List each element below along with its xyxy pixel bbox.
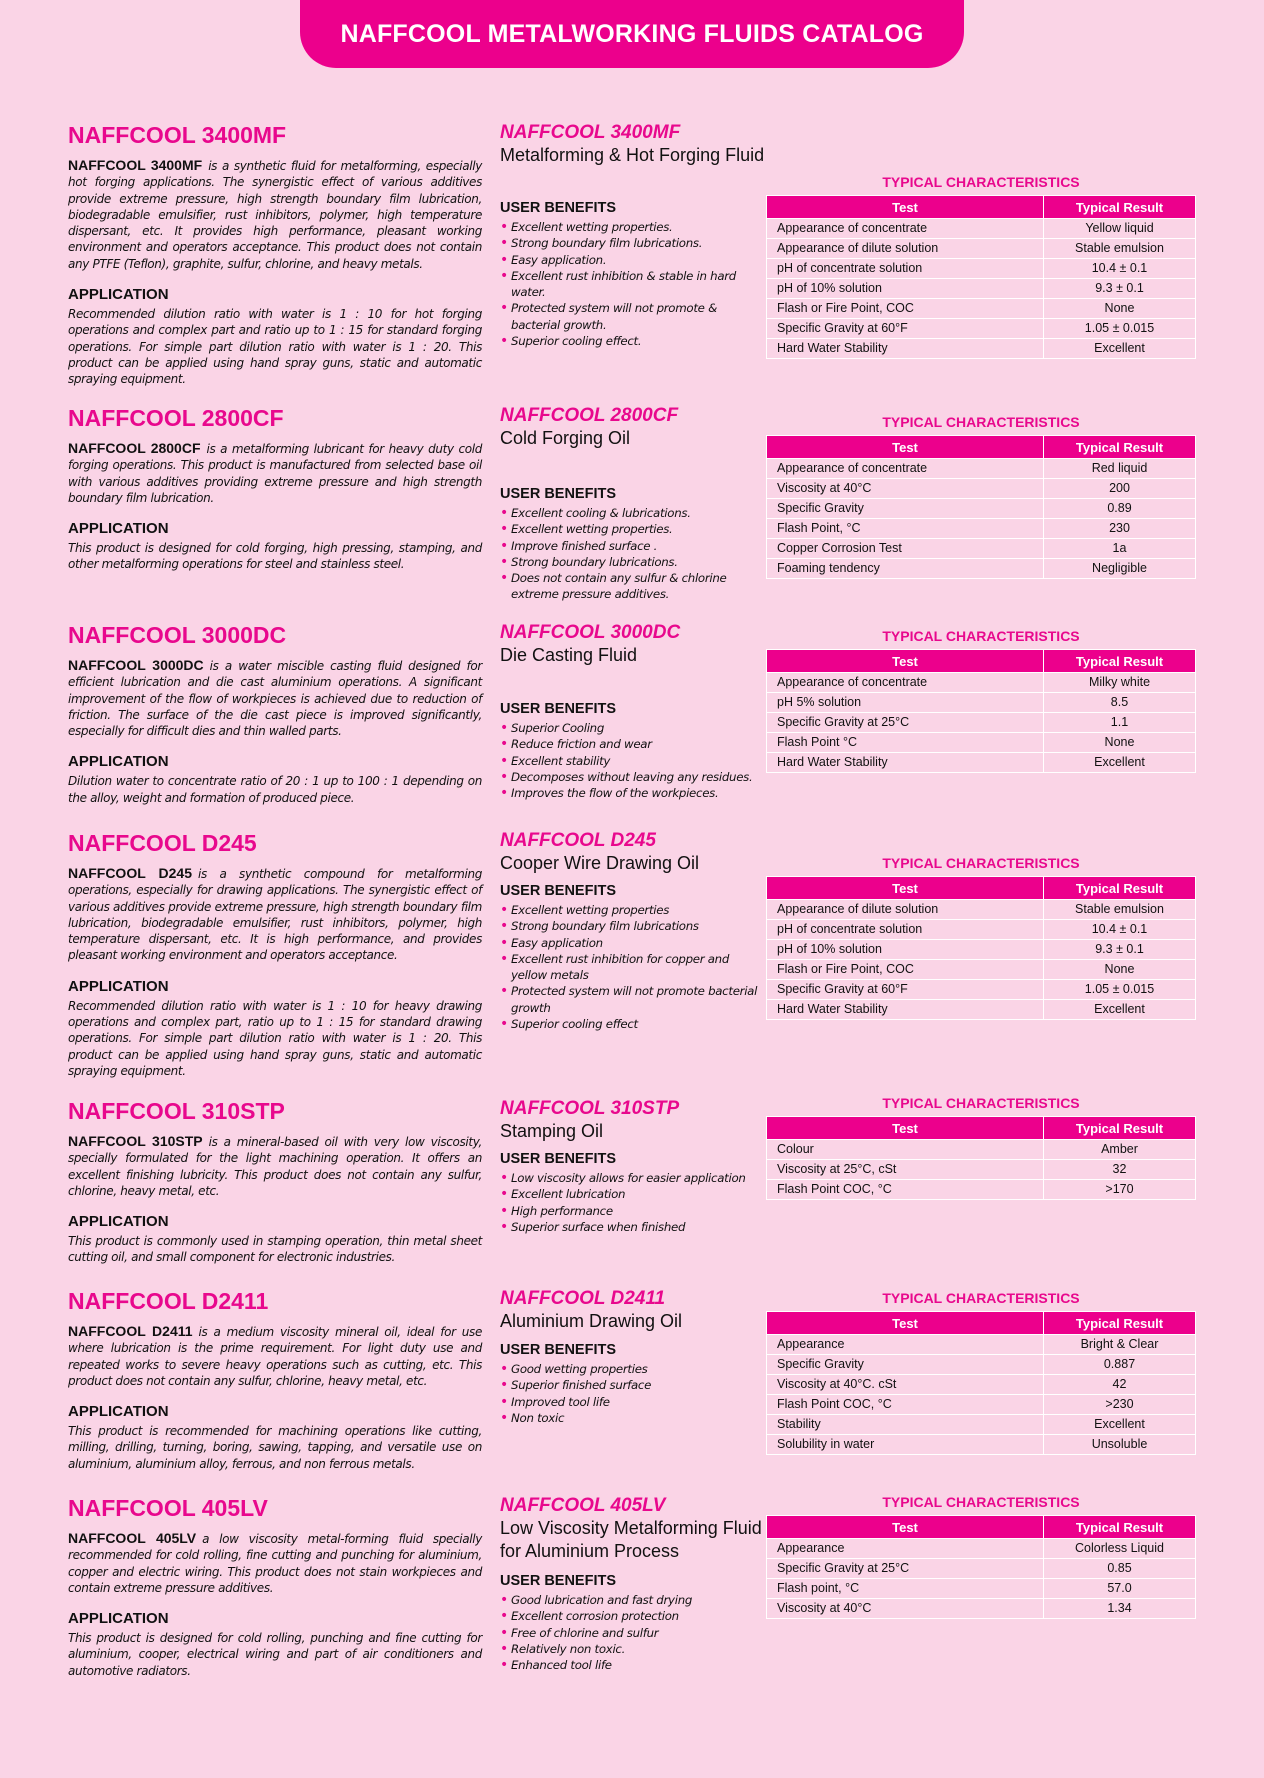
- characteristic-row: [767, 1180, 1196, 1200]
- application-text: Dilution water to concentrate ratio of 20 : 1 up to 100 : 1 depending on the alloy, weight and formation of produced piece.: [68, 774, 482, 805]
- characteristic-row: [767, 459, 1196, 479]
- user-benefits-heading: USER BENEFITS: [500, 1151, 617, 1167]
- test-cell: pH of concentrate solution: [767, 920, 1044, 940]
- benefit-item: • Strong boundary lubrications.: [500, 554, 766, 570]
- characteristic-row: [767, 920, 1196, 940]
- characteristic-row: [767, 980, 1196, 1000]
- description-lead: NAFFCOOL D2411: [68, 1323, 193, 1339]
- benefit-item: • Enhanced tool life: [500, 1657, 766, 1673]
- benefit-item: • Strong boundary film lubrications: [500, 918, 766, 934]
- test-cell: Hard Water Stability: [767, 339, 1044, 359]
- application-text: This product is designed for cold forging, high pressing, stamping, and other metalforming operations for steel and stainless steel.: [68, 541, 482, 572]
- benefit-item: • High performance: [500, 1203, 766, 1219]
- product-title: NAFFCOOL 310STP: [68, 1098, 285, 1124]
- test-cell: Specific Gravity at 25°C: [767, 1559, 1044, 1579]
- product-name-italic: NAFFCOOL 310STP: [500, 1098, 680, 1119]
- typical-characteristics: [766, 173, 1196, 359]
- test-cell: Foaming tendency: [767, 559, 1044, 579]
- characteristic-row: [767, 753, 1196, 773]
- result-cell: 42: [1044, 1375, 1196, 1395]
- test-cell: Copper Corrosion Test: [767, 539, 1044, 559]
- application-heading: APPLICATION: [68, 286, 169, 304]
- result-cell: 1.34: [1044, 1599, 1196, 1619]
- description-lead: NAFFCOOL 2800CF: [68, 440, 201, 456]
- table-header-row: [767, 1117, 1196, 1140]
- description-text: [68, 440, 482, 506]
- application-heading: APPLICATION: [68, 977, 169, 995]
- benefit-item: • Excellent stability: [500, 753, 766, 769]
- characteristic-row: [767, 239, 1196, 259]
- characteristic-row: [767, 219, 1196, 239]
- description-body: is a synthetic compound for metalforming operations, especially for drawing applications. The synergistic effect of various additives provide extreme pressure, high strength boundary film lubrication, biodegradable emulsifier, rust inhibitors, polymer, high temperature dispersant, etc. It is high performance, and provides pleasant working environment and operators acceptance.: [68, 867, 483, 963]
- typical-characteristics-heading: TYPICAL CHARACTERISTICS: [882, 414, 1080, 430]
- benefit-item: • Improve finished surface .: [500, 538, 766, 554]
- characteristics-table: [766, 1515, 1196, 1619]
- test-cell: Hard Water Stability: [767, 753, 1044, 773]
- typical-characteristics-heading: TYPICAL CHARACTERISTICS: [882, 174, 1080, 190]
- table-header-row: [767, 1516, 1196, 1539]
- characteristic-row: [767, 733, 1196, 753]
- user-benefits: [500, 1573, 766, 1673]
- result-cell: 200: [1044, 479, 1196, 499]
- product-summary: [500, 622, 770, 667]
- description-body: is a mineral-based oil with very low viscosity, specially formulated for the light machining operation. It offers an excellent finishing lubricity. This product does not contain any sulfur, chlorine, heavy metal, etc.: [68, 1135, 482, 1198]
- result-cell: None: [1044, 299, 1196, 319]
- characteristic-row: [767, 1000, 1196, 1020]
- benefits-list: [500, 219, 766, 349]
- characteristic-row: [767, 559, 1196, 579]
- description-lead: NAFFCOOL 3000DC: [68, 657, 204, 673]
- test-cell: Specific Gravity: [767, 1355, 1044, 1375]
- benefit-item: • Excellent wetting properties: [500, 902, 766, 918]
- characteristic-row: [767, 1335, 1196, 1355]
- test-cell: Flash Point °C: [767, 733, 1044, 753]
- characteristic-row: [767, 1599, 1196, 1619]
- description-text: [68, 865, 482, 964]
- characteristic-row: [767, 1395, 1196, 1415]
- application-heading: APPLICATION: [68, 520, 169, 538]
- product-description: [68, 622, 482, 806]
- result-cell: Amber: [1044, 1140, 1196, 1160]
- product-summary: [500, 830, 770, 875]
- benefit-item: • Superior surface when finished: [500, 1219, 766, 1235]
- characteristic-row: [767, 539, 1196, 559]
- column-header-test: Test: [767, 196, 1044, 219]
- user-benefits: [500, 883, 766, 1032]
- benefit-item: • Protected system will not promote & bacterial growth.: [500, 300, 766, 333]
- description-body: is a water miscible casting fluid designed for efficient lubrication and die cast aluminium operations. A significant improvement of the flow of workpieces is achieved due to reduction of friction. The surface of the die cast piece is improved significantly, especially for difficult dies and thin walled parts.: [68, 659, 482, 739]
- typical-characteristics: [766, 1493, 1196, 1619]
- column-header-test: Test: [767, 877, 1044, 900]
- user-benefits: [500, 1151, 766, 1235]
- benefit-item: • Excellent wetting properties.: [500, 219, 766, 235]
- table-header-row: [767, 196, 1196, 219]
- product-subtitle: Metalforming & Hot Forging Fluid: [500, 145, 765, 165]
- application-heading: APPLICATION: [68, 1213, 169, 1231]
- description-text: [68, 157, 482, 272]
- product-subtitle: Stamping Oil: [500, 1121, 604, 1141]
- test-cell: Appearance of concentrate: [767, 219, 1044, 239]
- test-cell: Viscosity at 25°C, cSt: [767, 1160, 1044, 1180]
- benefit-item: • Protected system will not promote bacterial growth: [500, 983, 766, 1016]
- product-name-italic: NAFFCOOL 2800CF: [500, 405, 679, 426]
- result-cell: 1.05 ± 0.015: [1044, 319, 1196, 339]
- benefit-item: • Excellent wetting properties.: [500, 521, 766, 537]
- test-cell: pH of 10% solution: [767, 940, 1044, 960]
- characteristic-row: [767, 673, 1196, 693]
- user-benefits-heading: USER BENEFITS: [500, 1573, 617, 1589]
- characteristics-table: [766, 1311, 1196, 1455]
- description-text: [68, 1530, 482, 1596]
- user-benefits: [500, 1342, 766, 1426]
- table-header-row: [767, 877, 1196, 900]
- product-title: NAFFCOOL 3400MF: [68, 122, 287, 148]
- test-cell: Colour: [767, 1140, 1044, 1160]
- product-subtitle: Cooper Wire Drawing Oil: [500, 853, 700, 873]
- benefit-item: • Improved tool life: [500, 1394, 766, 1410]
- result-cell: Bright & Clear: [1044, 1335, 1196, 1355]
- result-cell: 230: [1044, 519, 1196, 539]
- result-cell: 1.05 ± 0.015: [1044, 980, 1196, 1000]
- characteristic-row: [767, 499, 1196, 519]
- product-title: NAFFCOOL 405LV: [68, 1495, 268, 1521]
- characteristic-row: [767, 1579, 1196, 1599]
- application-text: This product is commonly used in stamping operation, thin metal sheet cutting oil, and small component for electronic industries.: [68, 1234, 482, 1265]
- benefits-list: [500, 1361, 766, 1426]
- characteristics-table: [766, 876, 1196, 1020]
- characteristic-row: [767, 1375, 1196, 1395]
- description-text: [68, 1133, 482, 1199]
- benefit-item: • Superior cooling effect: [500, 1016, 766, 1032]
- characteristic-row: [767, 479, 1196, 499]
- column-header-result: Typical Result: [1044, 1312, 1196, 1335]
- benefits-list: [500, 720, 766, 801]
- typical-characteristics: [766, 1289, 1196, 1455]
- column-header-test: Test: [767, 1516, 1044, 1539]
- typical-characteristics-heading: TYPICAL CHARACTERISTICS: [882, 1095, 1080, 1111]
- product-title: NAFFCOOL D245: [68, 830, 257, 856]
- characteristic-row: [767, 1355, 1196, 1375]
- result-cell: >170: [1044, 1180, 1196, 1200]
- benefit-item: • Easy application.: [500, 252, 766, 268]
- test-cell: Viscosity at 40°C. cSt: [767, 1375, 1044, 1395]
- user-benefits-heading: USER BENEFITS: [500, 200, 617, 216]
- description-text: [68, 657, 482, 739]
- typical-characteristics-heading: TYPICAL CHARACTERISTICS: [882, 628, 1080, 644]
- result-cell: None: [1044, 733, 1196, 753]
- user-benefits-heading: USER BENEFITS: [500, 883, 617, 899]
- result-cell: 10.4 ± 0.1: [1044, 259, 1196, 279]
- description-text: [68, 1323, 482, 1389]
- test-cell: Flash point, °C: [767, 1579, 1044, 1599]
- description-lead: NAFFCOOL 310STP: [68, 1133, 203, 1149]
- test-cell: Appearance of dilute solution: [767, 239, 1044, 259]
- result-cell: 8.5: [1044, 693, 1196, 713]
- characteristic-row: [767, 279, 1196, 299]
- benefit-item: • Superior cooling effect.: [500, 333, 766, 349]
- benefits-list: [500, 1592, 766, 1673]
- test-cell: Appearance of concentrate: [767, 459, 1044, 479]
- characteristic-row: [767, 713, 1196, 733]
- result-cell: Milky white: [1044, 673, 1196, 693]
- user-benefits: [500, 701, 766, 801]
- benefit-item: • Does not contain any sulfur & chlorine extreme pressure additives.: [500, 570, 766, 603]
- benefit-item: • Relatively non toxic.: [500, 1641, 766, 1657]
- result-cell: 0.89: [1044, 499, 1196, 519]
- result-cell: None: [1044, 960, 1196, 980]
- result-cell: Stable emulsion: [1044, 239, 1196, 259]
- test-cell: Flash Point COC, °C: [767, 1395, 1044, 1415]
- test-cell: Solubility in water: [767, 1435, 1044, 1455]
- product-name-italic: NAFFCOOL D245: [500, 830, 656, 851]
- column-header-test: Test: [767, 1312, 1044, 1335]
- product-title: NAFFCOOL 2800CF: [68, 405, 284, 431]
- characteristic-row: [767, 259, 1196, 279]
- column-header-test: Test: [767, 650, 1044, 673]
- result-cell: 57.0: [1044, 1579, 1196, 1599]
- test-cell: Appearance of concentrate: [767, 673, 1044, 693]
- catalog-title: NAFFCOOL METALWORKING FLUIDS CATALOG: [340, 19, 924, 48]
- typical-characteristics-heading: TYPICAL CHARACTERISTICS: [882, 855, 1080, 871]
- benefit-item: • Strong boundary film lubrications.: [500, 235, 766, 251]
- product-description: [68, 122, 482, 388]
- typical-characteristics: [766, 413, 1196, 579]
- characteristic-row: [767, 519, 1196, 539]
- typical-characteristics: [766, 627, 1196, 773]
- result-cell: Unsoluble: [1044, 1435, 1196, 1455]
- result-cell: 32: [1044, 1160, 1196, 1180]
- column-header-result: Typical Result: [1044, 1117, 1196, 1140]
- result-cell: 0.85: [1044, 1559, 1196, 1579]
- user-benefits: [500, 200, 766, 349]
- user-benefits-heading: USER BENEFITS: [500, 1342, 617, 1358]
- application-heading: APPLICATION: [68, 1403, 169, 1421]
- test-cell: Viscosity at 40°C: [767, 1599, 1044, 1619]
- application-heading: APPLICATION: [68, 753, 169, 771]
- product-summary: [500, 1288, 770, 1333]
- characteristic-row: [767, 319, 1196, 339]
- test-cell: Specific Gravity at 25°C: [767, 713, 1044, 733]
- characteristics-table: [766, 195, 1196, 359]
- result-cell: 9.3 ± 0.1: [1044, 940, 1196, 960]
- test-cell: pH of 10% solution: [767, 279, 1044, 299]
- column-header-result: Typical Result: [1044, 436, 1196, 459]
- characteristic-row: [767, 900, 1196, 920]
- product-description: [68, 1495, 482, 1679]
- characteristic-row: [767, 1415, 1196, 1435]
- test-cell: Specific Gravity: [767, 499, 1044, 519]
- characteristics-table: [766, 649, 1196, 773]
- benefits-list: [500, 1170, 766, 1235]
- characteristic-row: [767, 1160, 1196, 1180]
- typical-characteristics-heading: TYPICAL CHARACTERISTICS: [882, 1290, 1080, 1306]
- test-cell: Appearance: [767, 1335, 1044, 1355]
- user-benefits: [500, 486, 766, 603]
- table-header-row: [767, 436, 1196, 459]
- column-header-result: Typical Result: [1044, 196, 1196, 219]
- test-cell: Flash or Fire Point, COC: [767, 960, 1044, 980]
- test-cell: Hard Water Stability: [767, 1000, 1044, 1020]
- characteristic-row: [767, 1559, 1196, 1579]
- description-body: is a synthetic fluid for metalforming, especially hot forging applications. The synergistic effect of various additives provide extreme pressure, high strength boundary film lubrication, biodegradable emulsifier, rust inhibitors, polymer, high temperature dispersant, etc. It provides high performance, pleasant working environment and operators acceptance. This product does not contain any PTFE (Teflon), graphite, sulfur, chlorine, and heavy metals.: [68, 159, 483, 271]
- benefit-item: • Excellent rust inhibition for copper and yellow metals: [500, 951, 766, 984]
- benefit-item: • Good lubrication and fast drying: [500, 1592, 766, 1608]
- table-header-row: [767, 1312, 1196, 1335]
- test-cell: Flash Point, °C: [767, 519, 1044, 539]
- benefit-item: • Superior finished surface: [500, 1377, 766, 1393]
- table-header-row: [767, 650, 1196, 673]
- benefit-item: • Improves the flow of the workpieces.: [500, 785, 766, 801]
- description-lead: NAFFCOOL D245: [68, 865, 192, 881]
- test-cell: Specific Gravity at 60°F: [767, 980, 1044, 1000]
- product-description: [68, 1098, 482, 1266]
- result-cell: 9.3 ± 0.1: [1044, 279, 1196, 299]
- application-text: This product is recommended for machining operations like cutting, milling, drilling, turning, boring, sawing, tapping, and versatile use on aluminium, aluminium alloy, ferrous, and non ferrous metals.: [68, 1424, 482, 1471]
- result-cell: Excellent: [1044, 753, 1196, 773]
- benefit-item: • Non toxic: [500, 1410, 766, 1426]
- benefit-item: • Excellent cooling & lubrications.: [500, 505, 766, 521]
- benefit-item: • Excellent lubrication: [500, 1186, 766, 1202]
- application-text: Recommended dilution ratio with water is 1 : 10 for hot forging operations and complex part and ratio up to 1 : 15 for standard forging operations. For simple part dilution ratio with water is 1 : 20. This product can be applied using hand spray guns, static and automatic spraying equipment.: [68, 307, 482, 387]
- application-heading: APPLICATION: [68, 1610, 169, 1628]
- description-body: a low viscosity metal-forming fluid specially recommended for cold rolling, fine cutting and punching for aluminium, copper and electric wiring. This product does not stain workpieces and contain extreme pressure additives.: [68, 1532, 482, 1595]
- result-cell: Excellent: [1044, 1000, 1196, 1020]
- characteristic-row: [767, 960, 1196, 980]
- product-summary: [500, 1098, 770, 1143]
- result-cell: Negligible: [1044, 559, 1196, 579]
- description-body: is a medium viscosity mineral oil, ideal for use where lubrication is the prime requirement. For light duty use and repeated works to severe heavy operations such as cutting, etc. This product does not contain any sulfur, chlorine, heavy metal, etc.: [68, 1325, 482, 1388]
- benefit-item: • Free of chlorine and sulfur: [500, 1625, 766, 1641]
- product-subtitle: Die Casting Fluid: [500, 645, 638, 665]
- test-cell: Appearance: [767, 1539, 1044, 1559]
- product-name-italic: NAFFCOOL 3000DC: [500, 622, 681, 643]
- result-cell: Excellent: [1044, 339, 1196, 359]
- product-summary: [500, 122, 770, 167]
- product-title: NAFFCOOL 3000DC: [68, 622, 287, 648]
- characteristics-table: [766, 1116, 1196, 1200]
- test-cell: Flash Point COC, °C: [767, 1180, 1044, 1200]
- product-subtitle: Low Viscosity Metalforming Fluid for Aluminium Process: [500, 1518, 762, 1561]
- test-cell: pH of concentrate solution: [767, 259, 1044, 279]
- product-name-italic: NAFFCOOL 405LV: [500, 1495, 666, 1516]
- benefits-list: [500, 505, 766, 603]
- test-cell: pH 5% solution: [767, 693, 1044, 713]
- benefits-list: [500, 902, 766, 1032]
- result-cell: Excellent: [1044, 1415, 1196, 1435]
- typical-characteristics-heading: TYPICAL CHARACTERISTICS: [882, 1494, 1080, 1510]
- product-description: [68, 1288, 482, 1472]
- test-cell: Stability: [767, 1415, 1044, 1435]
- user-benefits-heading: USER BENEFITS: [500, 701, 617, 717]
- result-cell: Yellow liquid: [1044, 219, 1196, 239]
- application-text: This product is designed for cold rolling, punching and fine cutting for aluminium, cooper, electrical wiring and part of air conditioners and automotive radiators.: [68, 1631, 482, 1678]
- product-title: NAFFCOOL D2411: [68, 1288, 269, 1314]
- product-subtitle: Aluminium Drawing Oil: [500, 1311, 683, 1331]
- product-summary: [500, 1495, 770, 1563]
- characteristic-row: [767, 1539, 1196, 1559]
- result-cell: 0.887: [1044, 1355, 1196, 1375]
- product-subtitle: Cold Forging Oil: [500, 428, 631, 448]
- product-summary: [500, 405, 770, 450]
- description-lead: NAFFCOOL 3400MF: [68, 157, 203, 173]
- characteristic-row: [767, 339, 1196, 359]
- result-cell: 1.1: [1044, 713, 1196, 733]
- benefit-item: • Superior Cooling: [500, 720, 766, 736]
- column-header-result: Typical Result: [1044, 650, 1196, 673]
- description-body: is a metalforming lubricant for heavy duty cold forging operations. This product is manufactured from selected base oil with various additives providing extreme pressure and high strength boundary film lubrication.: [68, 442, 482, 505]
- benefit-item: • Low viscosity allows for easier application: [500, 1170, 766, 1186]
- benefit-item: • Excellent corrosion protection: [500, 1608, 766, 1624]
- result-cell: 10.4 ± 0.1: [1044, 920, 1196, 940]
- characteristic-row: [767, 693, 1196, 713]
- user-benefits-heading: USER BENEFITS: [500, 486, 617, 502]
- test-cell: Specific Gravity at 60°F: [767, 319, 1044, 339]
- characteristic-row: [767, 299, 1196, 319]
- description-lead: NAFFCOOL 405LV: [68, 1530, 197, 1546]
- benefit-item: • Excellent rust inhibition & stable in hard water.: [500, 268, 766, 301]
- benefit-item: • Good wetting properties: [500, 1361, 766, 1377]
- product-description: [68, 405, 482, 573]
- typical-characteristics: [766, 854, 1196, 1020]
- benefit-item: • Decomposes without leaving any residues.: [500, 769, 766, 785]
- column-header-test: Test: [767, 1117, 1044, 1140]
- benefit-item: • Easy application: [500, 935, 766, 951]
- product-name-italic: NAFFCOOL 3400MF: [500, 122, 681, 143]
- result-cell: >230: [1044, 1395, 1196, 1415]
- result-cell: Colorless Liquid: [1044, 1539, 1196, 1559]
- characteristics-table: [766, 435, 1196, 579]
- test-cell: Flash or Fire Point, COC: [767, 299, 1044, 319]
- characteristic-row: [767, 1140, 1196, 1160]
- application-text: Recommended dilution ratio with water is 1 : 10 for heavy drawing operations and complex part, ratio up to 1 : 15 for standard drawing operations. For simple part dilution ratio with water is 1 : 20. This product can be applied using hand spray guns, static and automatic spraying equipment.: [68, 998, 482, 1078]
- column-header-test: Test: [767, 436, 1044, 459]
- result-cell: Stable emulsion: [1044, 900, 1196, 920]
- column-header-result: Typical Result: [1044, 877, 1196, 900]
- benefit-item: • Reduce friction and wear: [500, 736, 766, 752]
- test-cell: Viscosity at 40°C: [767, 479, 1044, 499]
- characteristic-row: [767, 1435, 1196, 1455]
- catalog-header: [300, 0, 964, 68]
- result-cell: Red liquid: [1044, 459, 1196, 479]
- test-cell: Appearance of dilute solution: [767, 900, 1044, 920]
- characteristic-row: [767, 940, 1196, 960]
- result-cell: 1a: [1044, 539, 1196, 559]
- product-description: [68, 830, 482, 1079]
- column-header-result: Typical Result: [1044, 1516, 1196, 1539]
- product-name-italic: NAFFCOOL D2411: [500, 1288, 666, 1309]
- typical-characteristics: [766, 1094, 1196, 1200]
